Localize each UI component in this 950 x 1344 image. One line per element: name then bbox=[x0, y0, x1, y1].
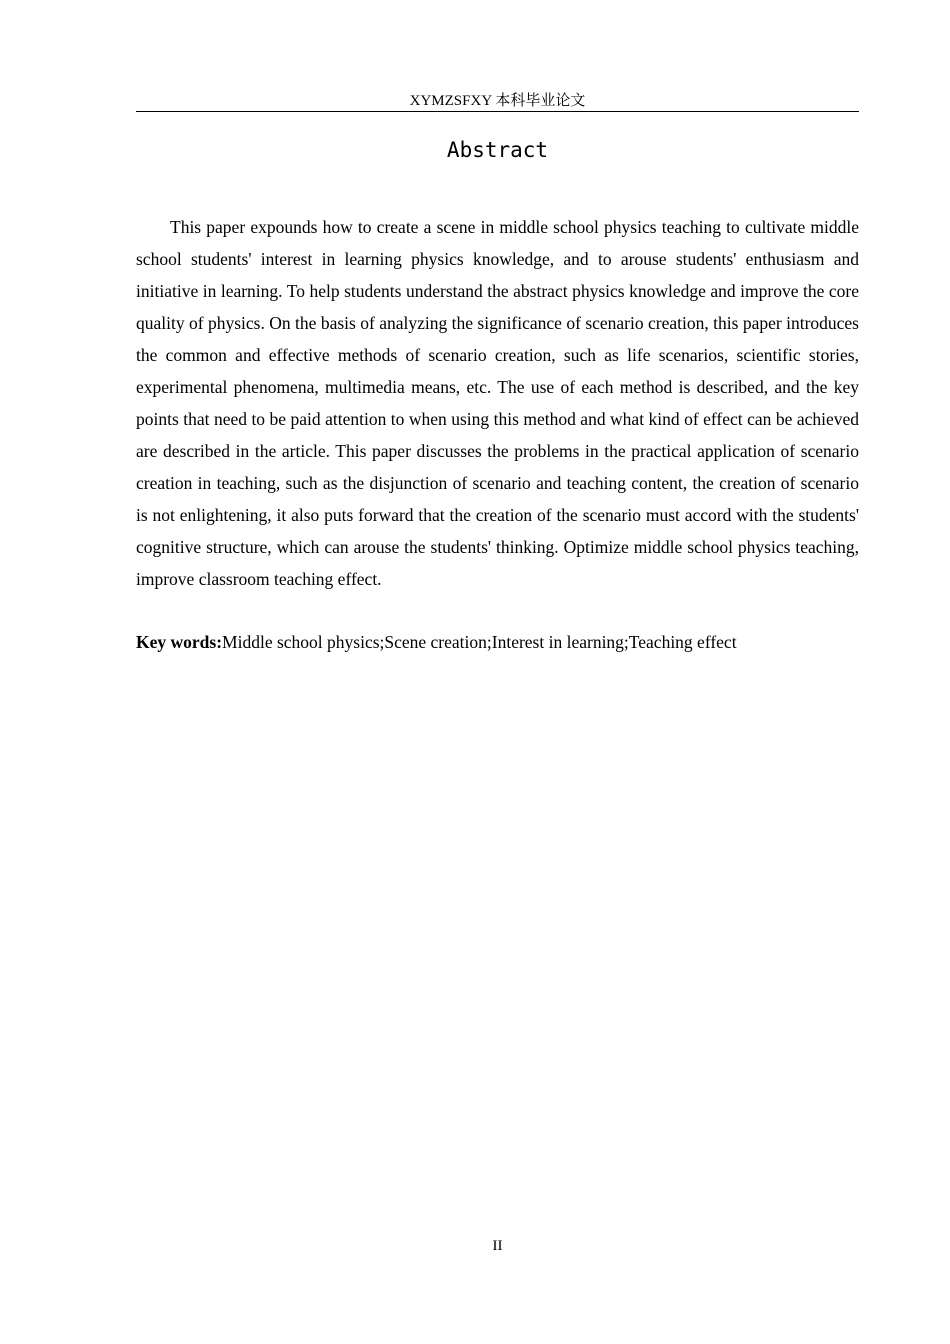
running-header: XYMZSFXY 本科毕业论文 bbox=[409, 93, 586, 109]
abstract-body: This paper expounds how to create a scene in middle school physics teaching to cultivate middle school students' interest in learning physics knowledge, and to arouse students' enthusiasm and initiative in learning. To help students understand the abstract physics knowledge and improve the core quality of physics. On the basis of analyzing the significance of scenario creation, this paper introduces the common and effective methods of scenario creation, such as life scenarios, scientific stories, experimental phenomena, multimedia means, etc. The use of each method is described, and the key points that need to be paid attention to when using this method and what kind of effect can be achieved are described in the article. This paper discusses the problems in the practical application of scenario creation in teaching, such as the disjunction of scenario and teaching content, the creation of scenario is not enlightening, it also puts forward that the creation of the scenario must accord with the students' cognitive structure, which can arouse the students' thinking. Optimize middle school physics teaching, improve classroom teaching effect. bbox=[136, 217, 859, 589]
keywords-line bbox=[136, 626, 859, 658]
keywords-label: Key words: bbox=[136, 632, 223, 652]
keywords-text: Middle school physics;Scene creation;Interest in learning;Teaching effect bbox=[222, 632, 737, 652]
page-number: II bbox=[492, 1238, 503, 1254]
abstract-title: Abstract bbox=[446, 138, 549, 162]
header-rule bbox=[136, 111, 859, 112]
